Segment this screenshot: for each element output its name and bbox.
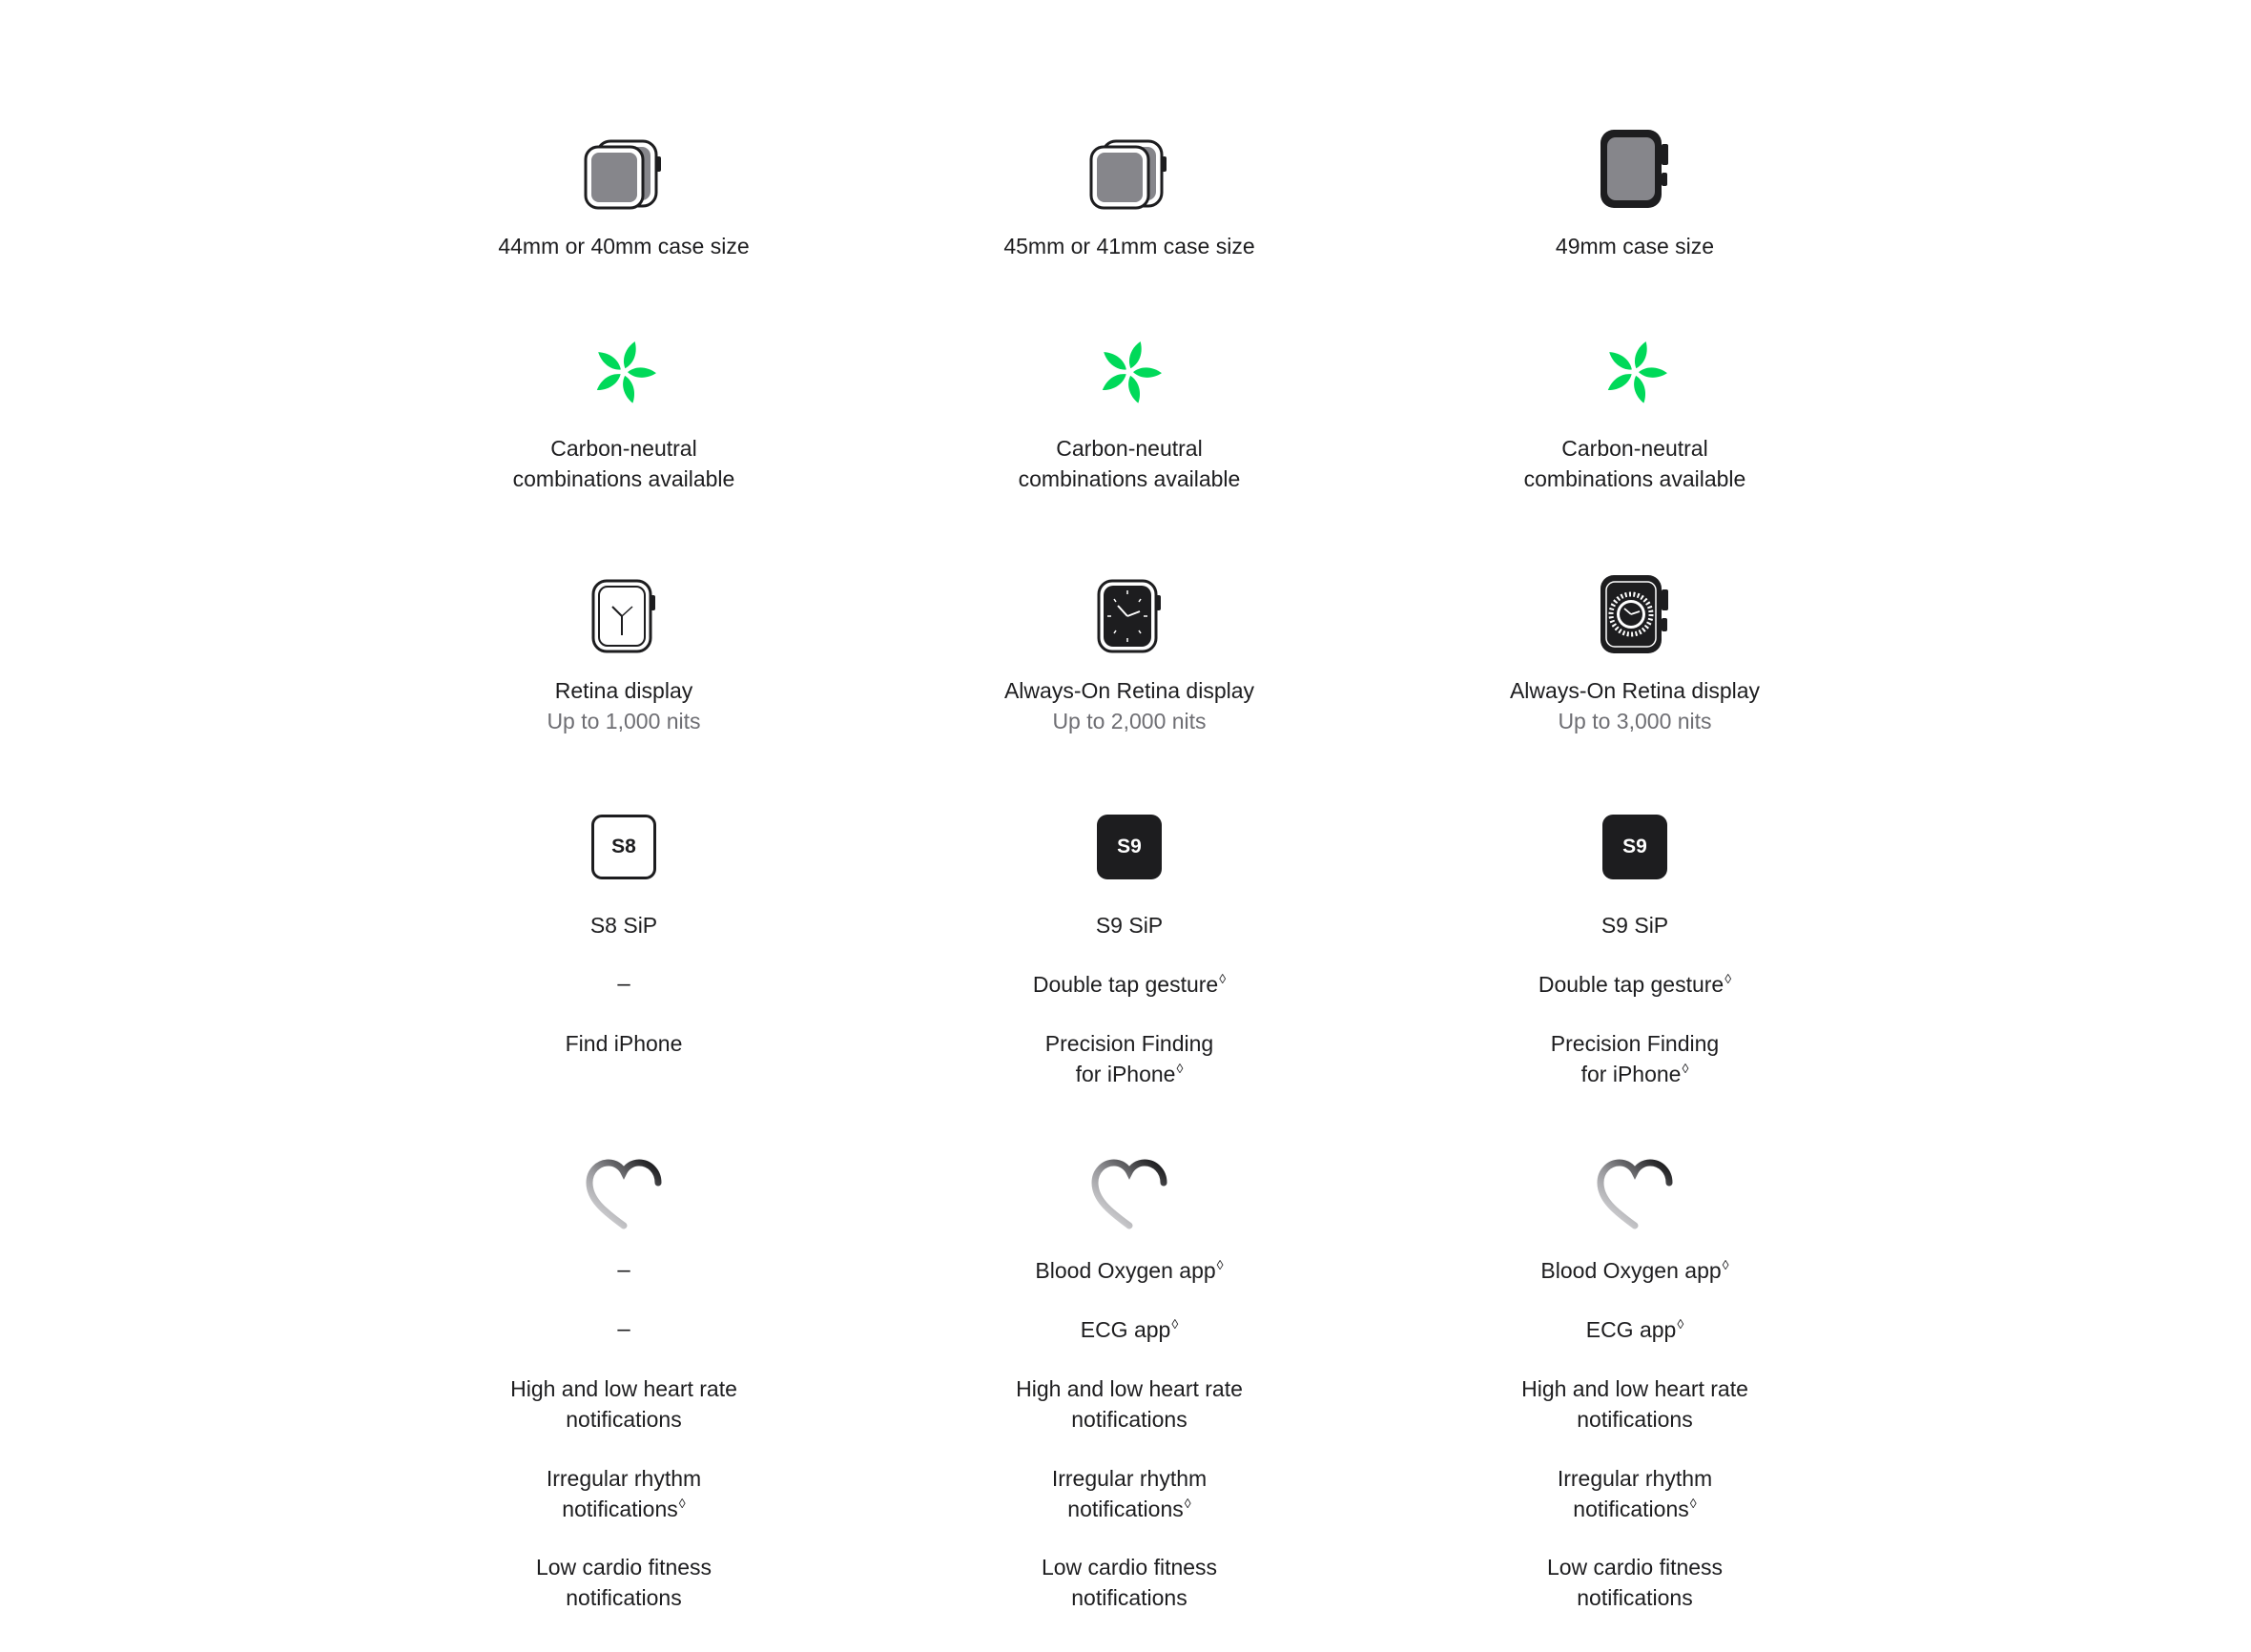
blood-oxygen-app: Blood Oxygen app◊: [1035, 1257, 1224, 1283]
carbon-neutral-leaf-icon: [376, 334, 872, 410]
heart-health-icon: [881, 1154, 1377, 1234]
precision-finding-label: Precision Finding for iPhone◊: [1044, 1031, 1214, 1086]
double-tap-gesture: Double tap gesture◊: [1538, 971, 1732, 997]
footnote-mark: ◊: [1184, 1496, 1191, 1511]
irregular-rhythm-notifications: Irregular rhythm notifications◊: [546, 1466, 702, 1521]
case-size-label: 45mm or 41mm case size: [1003, 234, 1255, 258]
precision-finding-label: Precision Finding for iPhone◊: [1550, 1031, 1720, 1086]
display-brightness: Up to 3,000 nits: [1558, 709, 1712, 733]
watch-case-icon: [881, 135, 1377, 212]
double-tap-unavailable: –: [617, 971, 630, 997]
footnote-mark: ◊: [1689, 1496, 1697, 1511]
carbon-neutral-leaf-icon: [881, 334, 1377, 410]
carbon-neutral-label: Carbon-neutral combinations available: [1523, 436, 1746, 491]
find-iphone-label: Find iPhone: [565, 1031, 683, 1056]
chip-icon: [881, 813, 1377, 881]
footnote-mark: ◊: [678, 1496, 686, 1511]
footnote-mark: ◊: [1171, 1316, 1179, 1332]
chip-icon: [1387, 813, 1883, 881]
cardio-fitness-notifications: Low cardio fitness notifications: [1546, 1555, 1724, 1610]
watch-case-icon: [1387, 126, 1883, 212]
carbon-neutral-label: Carbon-neutral combinations available: [1018, 436, 1241, 491]
heart-health-icon: [1387, 1154, 1883, 1234]
footnote-mark: ◊: [1216, 1257, 1224, 1272]
model-column-ultra-2: [1387, 0, 1883, 1652]
blood-oxygen-unavailable: –: [617, 1257, 630, 1283]
chip-name: S8 SiP: [589, 913, 658, 938]
footnote-mark: ◊: [1724, 971, 1732, 986]
ecg-app: ECG app◊: [1080, 1316, 1179, 1342]
heart-rate-notifications: High and low heart rate notifications: [1521, 1376, 1748, 1432]
irregular-rhythm-notifications: Irregular rhythm notifications◊: [1557, 1466, 1713, 1521]
footnote-mark: ◊: [1722, 1257, 1729, 1272]
display-title: Retina display: [554, 678, 693, 703]
display-brightness: Up to 1,000 nits: [547, 709, 701, 733]
ecg-unavailable: –: [617, 1316, 630, 1342]
cardio-fitness-notifications: Low cardio fitness notifications: [535, 1555, 712, 1610]
display-brightness: Up to 2,000 nits: [1052, 709, 1207, 733]
case-size-label: 44mm or 40mm case size: [498, 234, 750, 258]
ecg-app: ECG app◊: [1585, 1316, 1684, 1342]
heart-health-icon: [376, 1154, 872, 1234]
chip-badge: S8: [591, 815, 656, 879]
irregular-rhythm-notifications: Irregular rhythm notifications◊: [1051, 1466, 1208, 1521]
chip-badge: S9: [1097, 815, 1162, 879]
chip-icon: [376, 813, 872, 881]
carbon-neutral-label: Carbon-neutral combinations available: [512, 436, 735, 491]
chip-name: S9 SiP: [1095, 913, 1164, 938]
watch-display-icon: [881, 578, 1377, 654]
case-size-label: 49mm case size: [1555, 234, 1715, 258]
display-title: Always-On Retina display: [1509, 678, 1761, 703]
heart-rate-notifications: High and low heart rate notifications: [510, 1376, 737, 1432]
chip-name: S9 SiP: [1600, 913, 1669, 938]
watch-display-icon: [376, 578, 872, 654]
display-title: Always-On Retina display: [1003, 678, 1255, 703]
watch-display-icon: [1387, 570, 1883, 658]
heart-rate-notifications: High and low heart rate notifications: [1016, 1376, 1243, 1432]
model-column-se: [376, 0, 872, 1652]
watch-case-icon: [376, 135, 872, 212]
cardio-fitness-notifications: Low cardio fitness notifications: [1041, 1555, 1218, 1610]
blood-oxygen-app: Blood Oxygen app◊: [1540, 1257, 1729, 1283]
double-tap-gesture: Double tap gesture◊: [1032, 971, 1227, 997]
chip-badge: S9: [1602, 815, 1667, 879]
footnote-mark: ◊: [1219, 971, 1227, 986]
footnote-mark: ◊: [1677, 1316, 1684, 1332]
footnote-mark: ◊: [1682, 1061, 1689, 1076]
model-column-series-9: [881, 0, 1377, 1652]
carbon-neutral-leaf-icon: [1387, 334, 1883, 410]
footnote-mark: ◊: [1176, 1061, 1184, 1076]
